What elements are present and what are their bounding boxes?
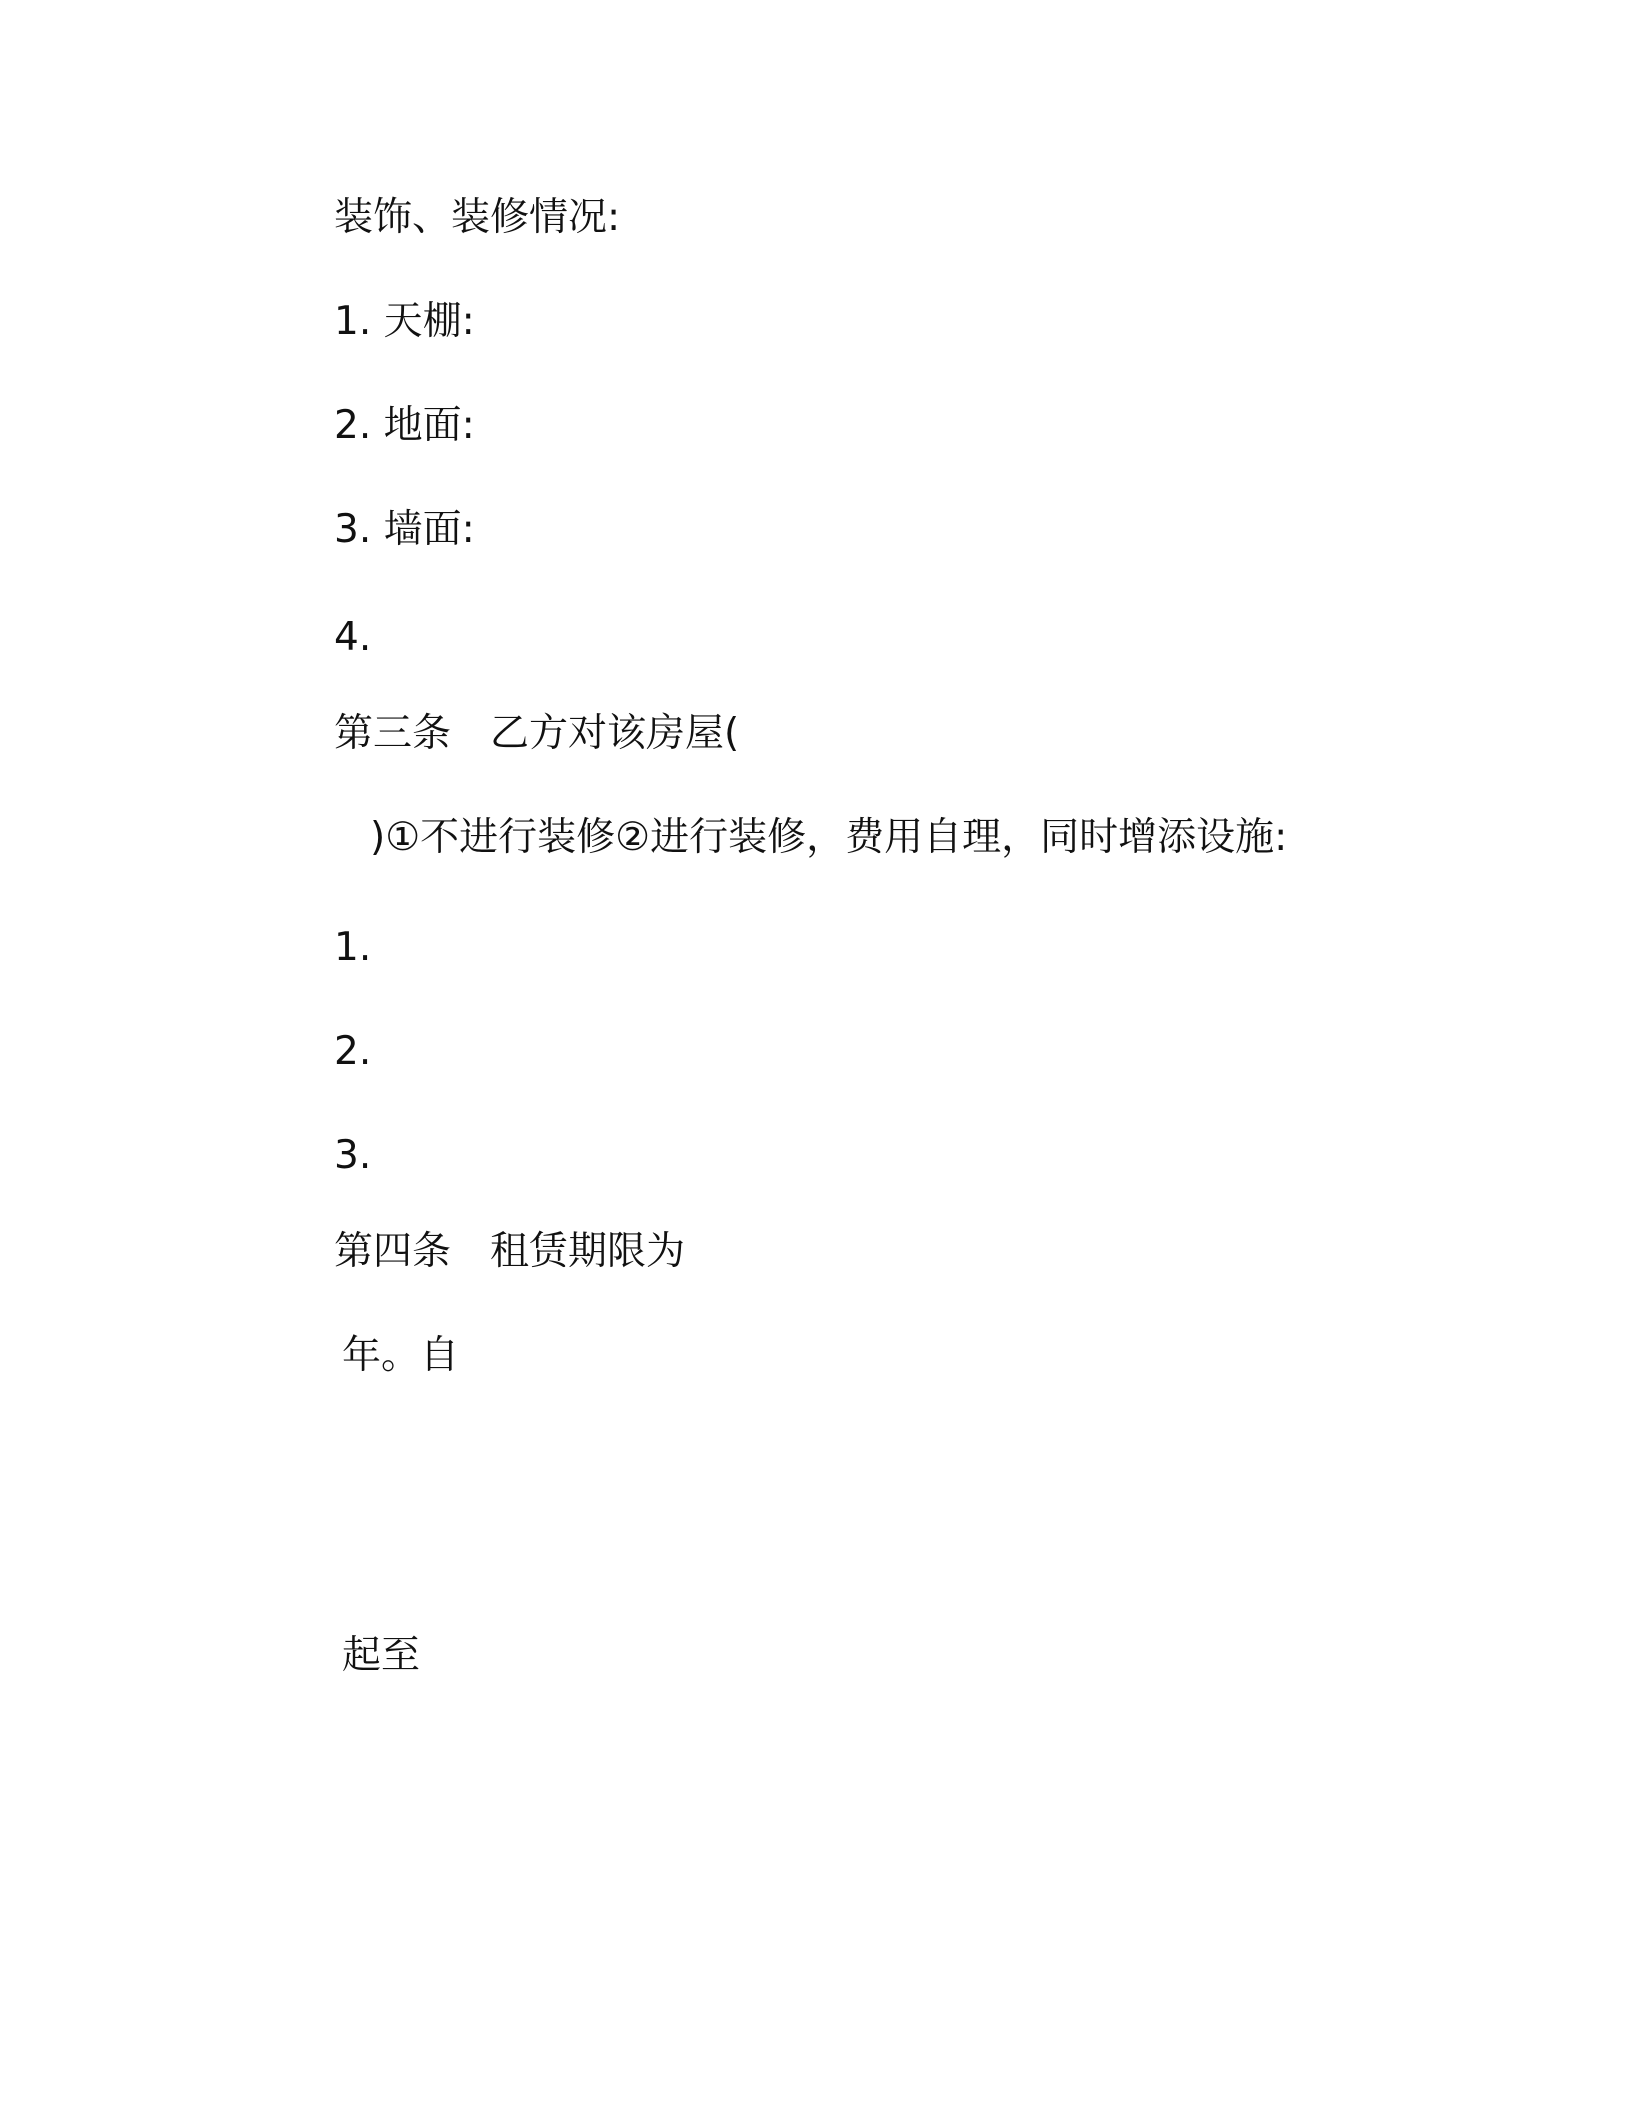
article-4-heading: 第四条 租赁期限为 (334, 1229, 686, 1274)
floor-item: 2. 地面: (334, 403, 475, 448)
item-4: 4. (334, 615, 372, 660)
ceiling-item: 1. 天棚: (334, 299, 475, 344)
facility-item-1: 1. (334, 925, 372, 970)
article-3-heading: 第三条 乙方对该房屋( (334, 711, 740, 756)
facility-item-3: 3. (334, 1133, 372, 1178)
facility-item-2: 2. (334, 1029, 372, 1074)
wall-item: 3. 墙面: (334, 507, 475, 552)
decoration-heading: 装饰、装修情况: (334, 195, 621, 240)
lease-period-text: 起至 (342, 1633, 421, 1678)
lease-years-text: 年。自 (342, 1333, 460, 1378)
article-3-options: )①不进行装修②进行装修，费用自理，同时增添设施: (370, 815, 1288, 860)
